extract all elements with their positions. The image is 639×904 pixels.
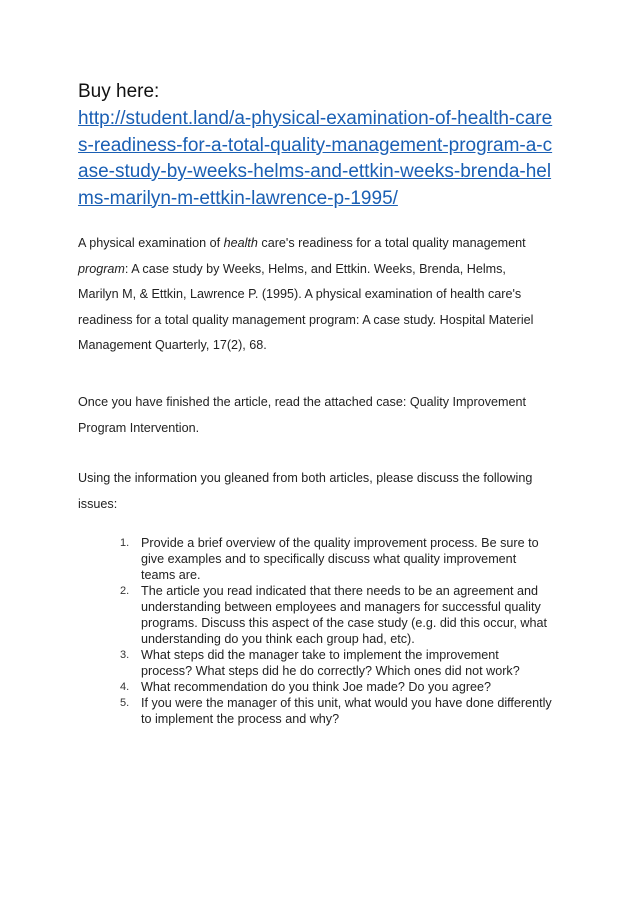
- citation-line: readiness for a total quality management program: A case study. Hospital Materiel: [78, 312, 534, 327]
- question-text: [141, 647, 571, 679]
- citation-emphasis: program: [78, 261, 125, 276]
- citation-text: care's readiness for a total quality management: [257, 236, 526, 250]
- question-number: 2.: [120, 585, 130, 597]
- question-item: [0, 679, 639, 695]
- citation-text: : A case study by Weeks, Helms, and Ettkin. Weeks, Brenda, Helms,: [124, 261, 506, 276]
- question-line: give examples and to specifically discuss what quality improvement: [141, 552, 517, 566]
- question-number: 5.: [120, 697, 130, 709]
- question-line: If you were the manager of this unit, what would you have done differently: [141, 696, 552, 710]
- question-number: 3.: [120, 649, 130, 661]
- instruction-line: Using the information you gleaned from both articles, please discuss the following: [78, 471, 533, 485]
- question-item: [0, 583, 639, 647]
- question-text: [141, 583, 571, 647]
- question-line: understanding between employees and managers for successful quality: [141, 600, 541, 614]
- question-number: 4.: [120, 681, 130, 693]
- instruction-line: issues:: [78, 496, 118, 511]
- buy-here-heading: Buy here:: [78, 81, 160, 102]
- question-line: programs. Discuss this aspect of the case study (e.g. did this occur, what: [141, 616, 547, 630]
- citation-line: [78, 231, 568, 257]
- question-line: What recommendation do you think Joe made? Do you agree?: [141, 680, 492, 694]
- link-line: http://student.land/a-physical-examination-of-health-care: [78, 108, 553, 129]
- question-line: process? What steps did he do correctly? Which ones did not work?: [141, 664, 520, 678]
- instruction-paragraph-1: [78, 390, 568, 441]
- question-line: understanding do you think each group had, etc).: [141, 632, 415, 646]
- citation-emphasis: health: [223, 236, 258, 250]
- question-item: [0, 647, 639, 679]
- link-line: ase-study-by-weeks-helms-and-ettkin-weeks-brenda-hel: [78, 161, 552, 182]
- instruction-line: Program Intervention.: [78, 420, 200, 435]
- questions-list: [0, 535, 639, 727]
- question-text: [141, 535, 571, 583]
- question-line: What steps did the manager take to implement the improvement: [141, 648, 499, 662]
- question-text: [141, 679, 571, 695]
- citation-line: [78, 257, 568, 283]
- question-line: to implement the process and why?: [141, 712, 340, 726]
- instruction-line: Once you have finished the article, read the attached case: Quality Improvement: [78, 395, 527, 409]
- citation-paragraph: [78, 231, 568, 359]
- citation-line: Management Quarterly, 17(2), 68.: [78, 338, 267, 353]
- citation-line: Marilyn M, & Ettkin, Lawrence P. (1995). A physical examination of health care's: [78, 287, 522, 302]
- link-line: s-readiness-for-a-total-quality-management-program-a-c: [78, 134, 553, 156]
- question-line: The article you read indicated that there needs to be an agreement and: [141, 584, 538, 598]
- question-item: [0, 535, 639, 583]
- question-text: [141, 695, 571, 727]
- question-line: teams are.: [141, 568, 201, 582]
- citation-text: A physical examination of: [78, 236, 224, 250]
- question-item: [0, 695, 639, 727]
- instruction-paragraph-2: [78, 466, 568, 517]
- question-number: 1.: [120, 537, 130, 549]
- question-line: Provide a brief overview of the quality improvement process. Be sure to: [141, 536, 539, 550]
- link-line: ms-marilyn-m-ettkin-lawrence-p-1995/: [78, 187, 398, 209]
- purchase-link[interactable]: [78, 106, 568, 212]
